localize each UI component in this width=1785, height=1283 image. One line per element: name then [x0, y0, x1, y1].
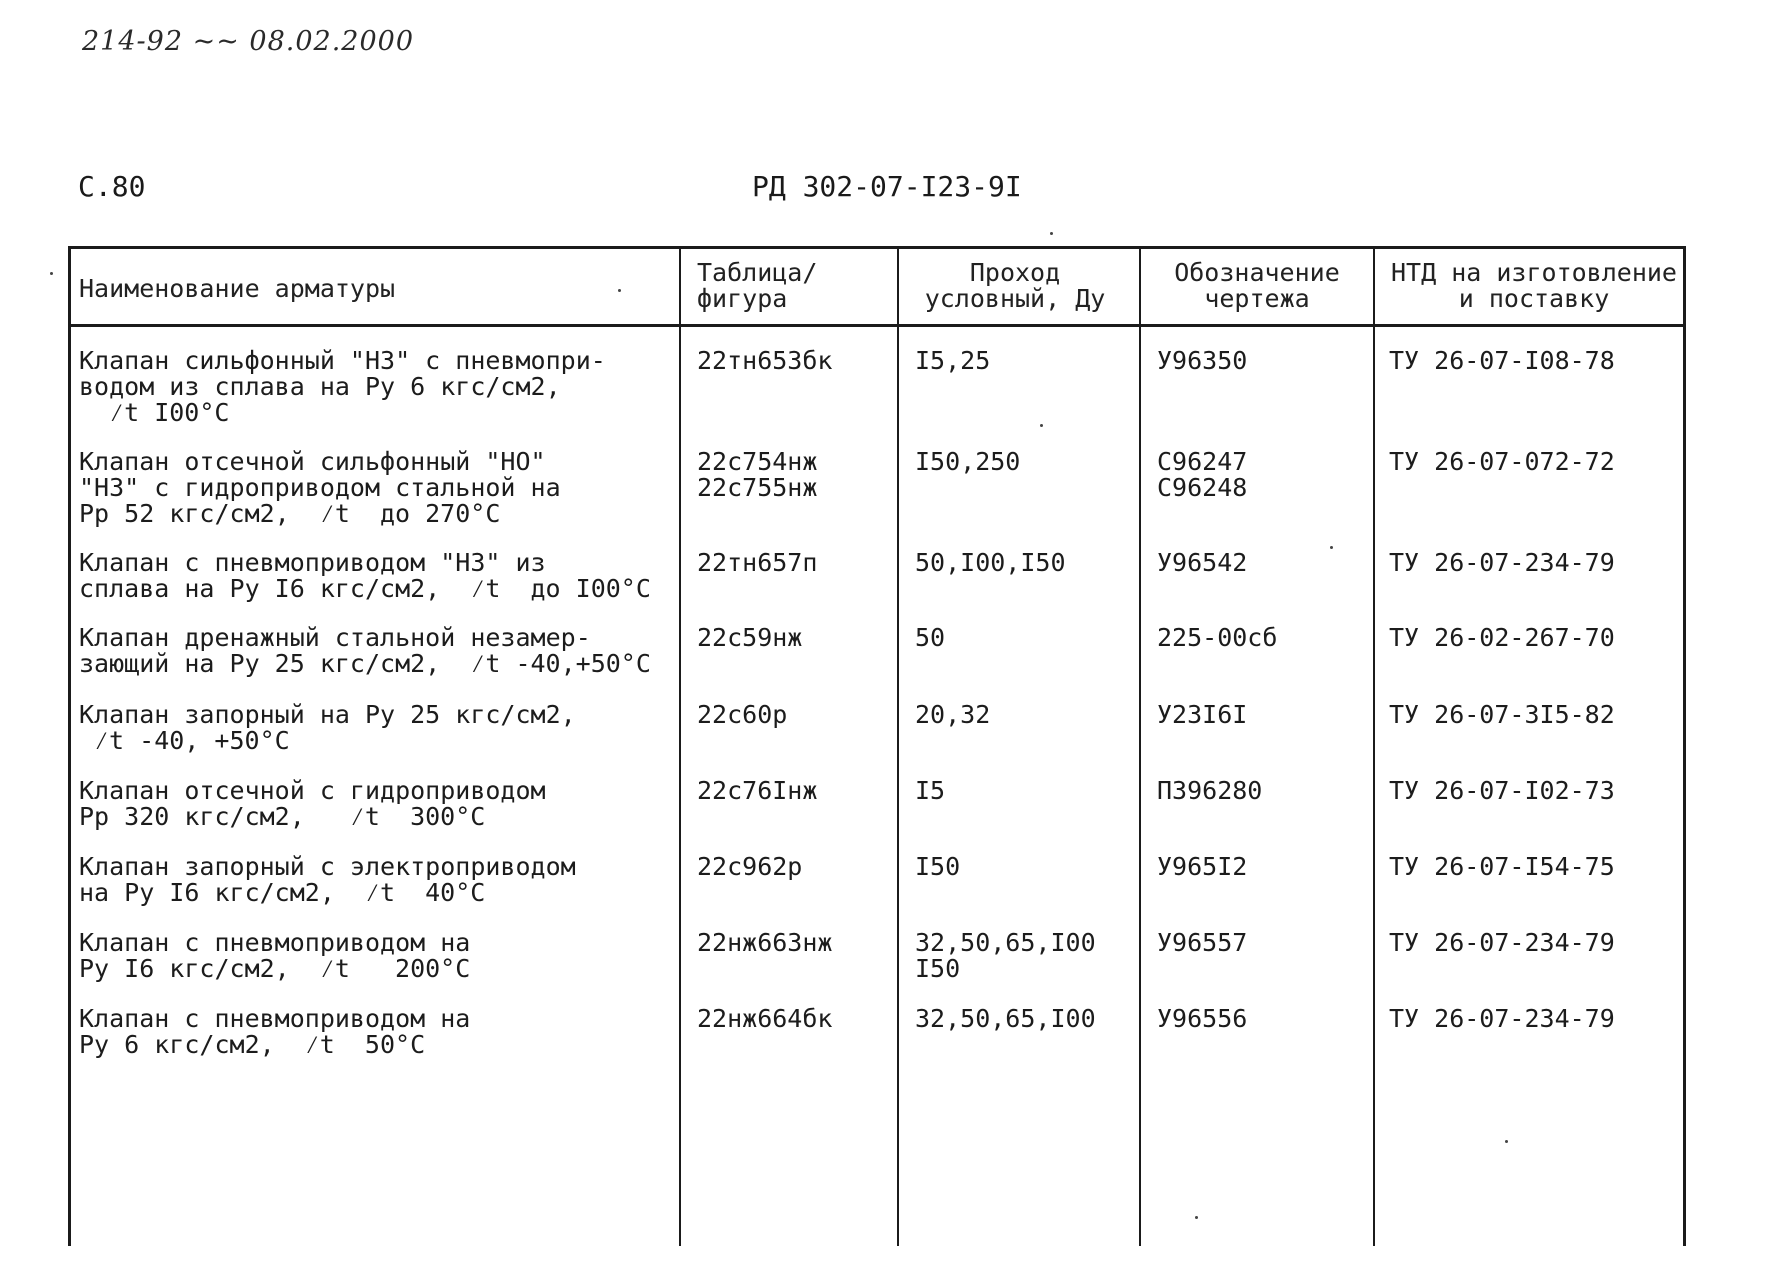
- row-table-figure: 22тн653бк: [697, 346, 833, 375]
- column-divider: [897, 246, 899, 1246]
- row-nominal-bore: 50: [915, 623, 946, 652]
- row-nominal-bore: I5: [915, 776, 946, 805]
- row-valve-name: Клапан дренажный стальной незамер- зающий на Ру 25 кгс/см2, ⁄t -40,+50°С: [79, 623, 651, 678]
- row-table-figure: 22тн657п: [697, 548, 818, 577]
- row-table-figure: 22с754нж 22с755нж: [697, 447, 818, 502]
- row-drawing-number: У96350: [1157, 346, 1248, 375]
- row-nominal-bore: 32,50,65,I00: [915, 1004, 1096, 1033]
- row-table-figure: 22нж663нж: [697, 928, 833, 957]
- row-nominal-bore: 50,I00,I50: [915, 548, 1066, 577]
- row-nominal-bore: I5,25: [915, 346, 991, 375]
- row-valve-name: Клапан запорный на Ру 25 кгс/см2, ⁄t -40, +50°С: [79, 700, 576, 755]
- row-drawing-number: У96556: [1157, 1004, 1248, 1033]
- column-divider: [679, 246, 681, 1246]
- row-ntd-spec: ТУ 26-07-234-79: [1389, 928, 1615, 957]
- row-table-figure: 22с59нж: [697, 623, 803, 652]
- row-drawing-number: П396280: [1157, 776, 1263, 805]
- row-nominal-bore: I50,250: [915, 447, 1021, 476]
- column-header-table: Таблица/ фигура: [697, 258, 818, 313]
- row-ntd-spec: ТУ 26-07-I54-75: [1389, 852, 1615, 881]
- row-nominal-bore: I50: [915, 852, 961, 881]
- row-valve-name: Клапан сильфонный "НЗ" с пневмопри- водом из сплава на Ру 6 кгс/см2, ⁄t I00°С: [79, 346, 606, 427]
- row-ntd-spec: ТУ 26-07-I08-78: [1389, 346, 1615, 375]
- row-drawing-number: С96247 С96248: [1157, 447, 1248, 502]
- row-valve-name: Клапан запорный с электроприводом на Ру I6 кгс/см2, ⁄t 40°С: [79, 852, 576, 907]
- row-drawing-number: У965I2: [1157, 852, 1248, 881]
- row-ntd-spec: ТУ 26-02-267-70: [1389, 623, 1615, 652]
- column-header-ntd: НТД на изготовление и поставку: [1391, 258, 1677, 313]
- row-table-figure: 22с60р: [697, 700, 788, 729]
- page-label: С.80: [78, 170, 146, 203]
- row-ntd-spec: ТУ 26-07-234-79: [1389, 1004, 1615, 1033]
- row-ntd-spec: ТУ 26-07-234-79: [1389, 548, 1615, 577]
- handwritten-note: 214-92 ~~ 08.02.2000: [82, 26, 415, 57]
- column-divider: [1139, 246, 1141, 1246]
- row-nominal-bore: 20,32: [915, 700, 991, 729]
- row-table-figure: 22с962р: [697, 852, 803, 881]
- row-drawing-number: 225-00сб: [1157, 623, 1278, 652]
- row-drawing-number: У23I6I: [1157, 700, 1248, 729]
- table-top-rule: [71, 246, 1683, 249]
- valve-table: [68, 246, 1686, 1246]
- row-drawing-number: У96542: [1157, 548, 1248, 577]
- row-valve-name: Клапан с пневмоприводом на Ру 6 кгс/см2, ⁄t 50°С: [79, 1004, 471, 1059]
- row-ntd-spec: ТУ 26-07-072-72: [1389, 447, 1615, 476]
- column-divider: [1373, 246, 1375, 1246]
- column-header-drawing: Обозначение чертежа: [1174, 258, 1340, 313]
- document-code: РД 302-07-I23-9I: [752, 170, 1022, 203]
- row-ntd-spec: ТУ 26-07-I02-73: [1389, 776, 1615, 805]
- row-valve-name: Клапан отсечной сильфонный "НО" "НЗ" с гидроприводом стальной на Рр 52 кгс/см2, ⁄t до 270°С: [79, 447, 561, 528]
- header-bottom-rule: [71, 324, 1683, 327]
- column-header-dn: Проход условный, Ду: [924, 258, 1106, 313]
- row-table-figure: 22с76Iнж: [697, 776, 818, 805]
- row-ntd-spec: ТУ 26-07-3I5-82: [1389, 700, 1615, 729]
- row-table-figure: 22нж664бк: [697, 1004, 833, 1033]
- row-drawing-number: У96557: [1157, 928, 1248, 957]
- column-header-name: Наименование арматуры: [79, 274, 396, 303]
- row-valve-name: Клапан с пневмоприводом "НЗ" из сплава на Ру I6 кгс/см2, ⁄t до I00°С: [79, 548, 651, 603]
- row-nominal-bore: 32,50,65,I00 I50: [915, 928, 1096, 983]
- row-valve-name: Клапан с пневмоприводом на Ру I6 кгс/см2, ⁄t 200°С: [79, 928, 471, 983]
- row-valve-name: Клапан отсечной с гидроприводом Рр 320 кгс/см2, ⁄t 300°С: [79, 776, 546, 831]
